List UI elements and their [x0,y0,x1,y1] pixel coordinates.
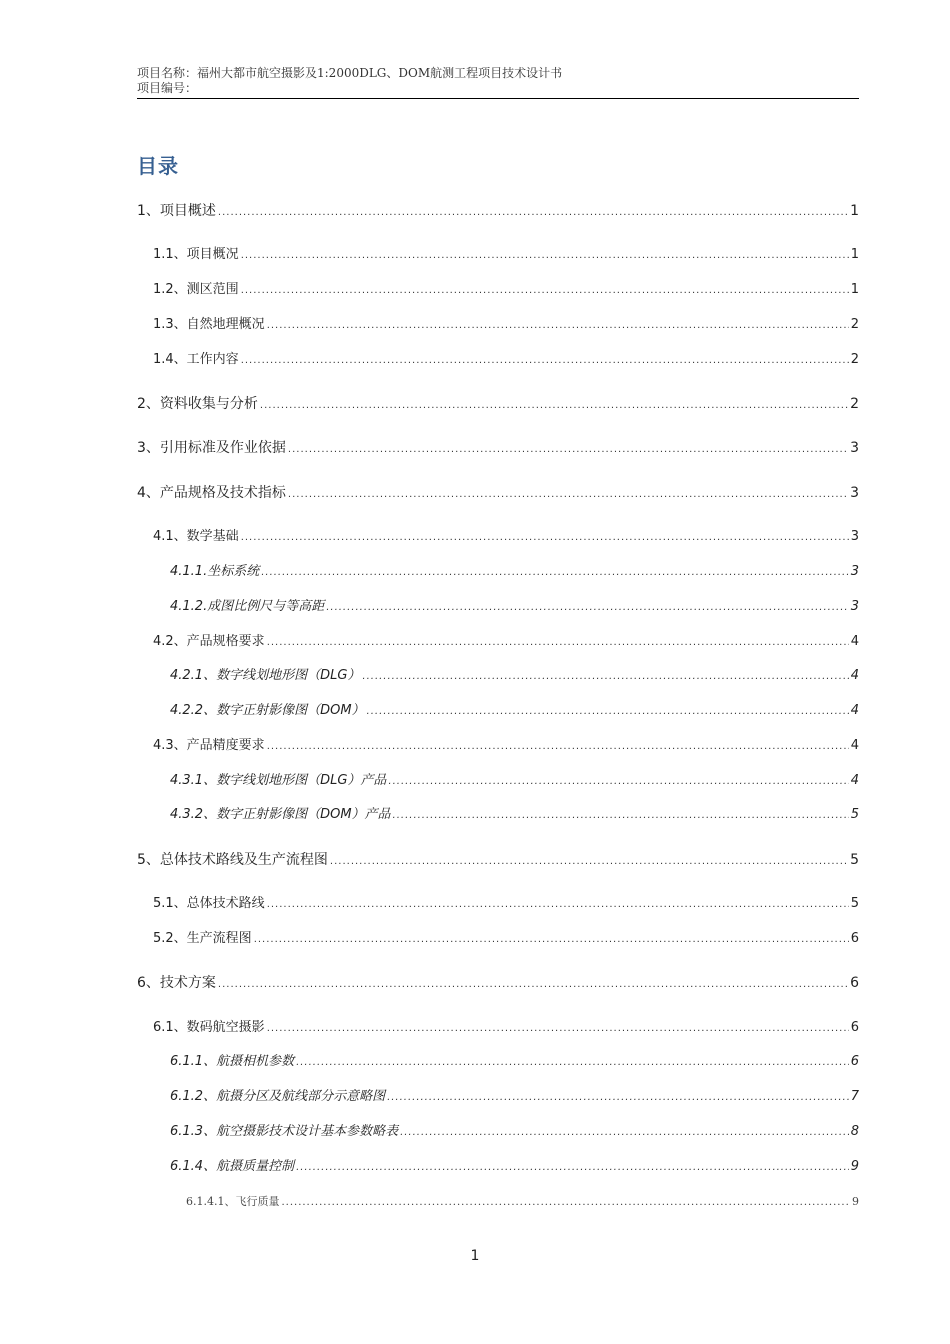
toc-entry[interactable] [153,929,859,949]
toc-dot-leader [261,563,849,583]
toc-dot-leader [254,930,849,950]
toc-entry-label: 1.2、测区范围 [153,282,239,297]
toc-entry[interactable] [170,562,859,582]
toc-entry-label: 6.1.1、航摄相机参数 [170,1054,295,1069]
toc-entry-page: 3 [850,599,859,614]
toc-dot-leader [241,528,849,548]
toc-entry-label: 1.1、项目概况 [153,247,239,262]
toc-entry-page: 6 [850,1020,859,1035]
toc-dot-leader [218,975,848,995]
toc-entry-page: 9 [852,1195,859,1208]
toc-entry-label: 4.1、数学基础 [153,529,239,544]
toc-entry[interactable] [170,805,859,825]
toc-dot-leader [330,852,848,872]
toc-entry-label: 6.1.4.1、飞行质量 [186,1195,280,1208]
toc-dot-leader [267,737,849,757]
toc-entry-page: 3 [850,564,859,579]
toc-entry[interactable] [137,850,859,870]
toc-entry-label: 4、产品规格及技术指标 [137,485,286,501]
toc-entry-page: 6 [850,931,859,946]
toc-entry-page: 2 [850,352,859,367]
toc-entry[interactable] [153,1018,859,1038]
toc-dot-leader [388,772,848,792]
toc-dot-leader [362,667,848,687]
toc-dot-leader [281,1193,850,1213]
toc-entry[interactable] [170,1157,859,1177]
toc-entry-label: 6、技术方案 [137,975,216,991]
toc-entry-label: 6.1.2、航摄分区及航线部分示意略图 [170,1089,386,1104]
toc-entry-page: 3 [850,485,859,501]
toc-dot-leader [400,1123,849,1143]
toc-entry-page: 7 [850,1089,859,1104]
toc-entry-page: 6 [850,975,859,991]
toc-dot-leader [241,246,849,266]
toc-entry-page: 3 [850,440,859,456]
toc-entry-page: 3 [850,529,859,544]
toc-dot-leader [326,598,849,618]
toc-entry-label: 5.2、生产流程图 [153,931,252,946]
toc-entry-page: 1 [850,247,859,262]
toc-entry[interactable] [137,973,859,993]
toc-entry-page: 1 [850,203,859,219]
toc-entry[interactable] [137,201,859,221]
toc-entry-page: 1 [850,282,859,297]
toc-entry[interactable] [153,894,859,914]
toc-dot-leader [218,203,848,223]
toc-entry-page: 4 [850,738,859,753]
toc-entry-label: 6.1.3、航空摄影技术设计基本参数略表 [170,1124,399,1139]
toc-dot-leader [393,806,849,826]
toc-entry-label: 4.2.2、数字正射影像图（DOM） [170,703,365,718]
toc-entry-label: 1、项目概述 [137,203,216,219]
toc-entry[interactable] [153,527,859,547]
toc-entry-page: 4 [850,773,859,788]
toc-entry[interactable] [153,245,859,265]
header-rule [137,98,859,99]
toc-dot-leader [241,351,849,371]
toc-title: 目录 [137,154,179,178]
toc-entry-label: 4.1.2.成图比例尺与等高距 [170,599,325,614]
toc-entry-label: 6.1.4、航摄质量控制 [170,1159,295,1174]
toc-entry-label: 3、引用标准及作业依据 [137,440,286,456]
toc-entry[interactable] [153,280,859,300]
toc-entry-label: 4.2、产品规格要求 [153,634,265,649]
toc-dot-leader [267,316,849,336]
toc-dot-leader [288,440,848,460]
toc-entry-page: 4 [850,634,859,649]
toc-entry[interactable] [153,632,859,652]
toc-entry-page: 4 [850,668,859,683]
toc-entry-label: 2、资料收集与分析 [137,396,258,412]
toc-entry[interactable] [137,483,859,503]
toc-entry[interactable] [153,350,859,370]
project-code: 项目编号： [137,81,198,95]
toc-dot-leader [267,633,849,653]
toc-entry-label: 1.4、工作内容 [153,352,239,367]
toc-entry-page: 9 [850,1159,859,1174]
toc-entry[interactable] [137,438,859,458]
toc-dot-leader [267,1019,849,1039]
toc-dot-leader [288,485,848,505]
toc-entry-page: 5 [850,896,859,911]
toc-entry[interactable] [137,394,859,414]
toc-entry-page: 2 [850,396,859,412]
toc-entry[interactable] [153,315,859,335]
toc-entry[interactable] [170,771,859,791]
toc-entry-page: 6 [850,1054,859,1069]
toc-dot-leader [296,1158,849,1178]
toc-dot-leader [260,396,848,416]
toc-dot-leader [367,702,849,722]
toc-entry-label: 6.1、数码航空摄影 [153,1020,265,1035]
toc-entry[interactable] [170,666,859,686]
toc-entry[interactable] [170,1122,859,1142]
toc-entry-label: 4.3.1、数字线划地形图（DLG）产品 [170,773,387,788]
page-number: 1 [470,1248,480,1264]
toc-entry-page: 5 [850,852,859,868]
toc-entry[interactable] [186,1192,859,1212]
project-name: 项目名称：福州大都市航空摄影及1:2000DLG、DOM航测工程项目技术设计书 [137,66,563,80]
toc-entry-page: 2 [850,317,859,332]
toc-entry-label: 4.2.1、数字线划地形图（DLG） [170,668,361,683]
toc-entry-label: 4.1.1.坐标系统 [170,564,260,579]
toc-entry-label: 4.3.2、数字正射影像图（DOM）产品 [170,807,391,822]
toc-entry-page: 4 [850,703,859,718]
toc-dot-leader [241,281,849,301]
toc-dot-leader [267,895,849,915]
toc-entry-label: 5.1、总体技术路线 [153,896,265,911]
toc-entry[interactable] [170,701,859,721]
toc-entry[interactable] [170,1052,859,1072]
toc-dot-leader [387,1088,849,1108]
toc-dot-leader [296,1053,849,1073]
toc-entry[interactable] [170,1087,859,1107]
toc-entry-page: 5 [850,807,859,822]
toc-entry-page: 8 [850,1124,859,1139]
toc-entry-label: 1.3、自然地理概况 [153,317,265,332]
toc-entry-label: 5、总体技术路线及生产流程图 [137,852,328,868]
toc-entry-label: 4.3、产品精度要求 [153,738,265,753]
toc-entry[interactable] [170,597,859,617]
toc-entry[interactable] [153,736,859,756]
page-header [137,66,859,96]
